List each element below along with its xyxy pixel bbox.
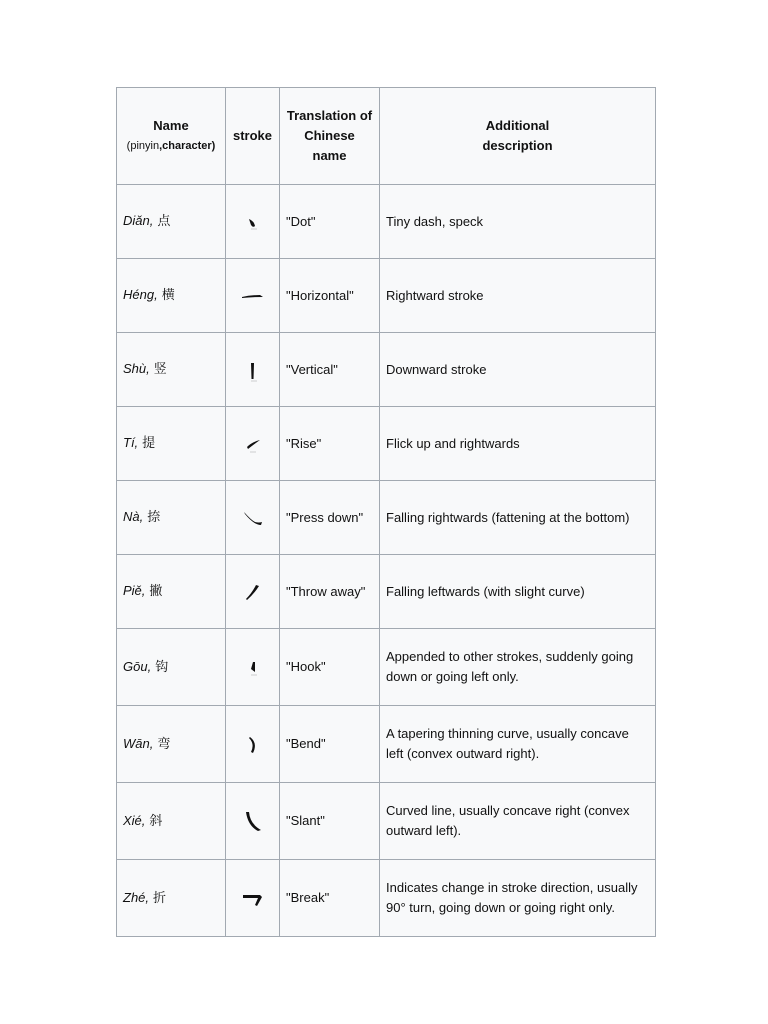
table-header-row	[117, 88, 656, 185]
description-cell: Falling rightwards (fattening at the bottom)	[380, 481, 656, 555]
stroke-image-cell	[226, 481, 280, 555]
translation-cell: "Horizontal"	[280, 259, 380, 333]
translation-cell: "Break"	[280, 860, 380, 937]
translation-cell: "Slant"	[280, 783, 380, 860]
header-name-label: Name	[153, 118, 189, 133]
description-cell: Appended to other strokes, suddenly going down or going left only.	[380, 629, 656, 706]
chinese-character: 钩	[155, 659, 169, 675]
stroke-image-cell	[226, 783, 280, 860]
table-row	[117, 706, 656, 783]
description-cell: Falling leftwards (with slight curve)	[380, 555, 656, 629]
stroke-name-cell	[117, 860, 226, 937]
vertical-stroke-icon	[238, 355, 268, 385]
stroke-image-cell	[226, 333, 280, 407]
throw-away-stroke-icon	[238, 577, 268, 607]
stroke-name-cell	[117, 259, 226, 333]
slant-stroke-icon	[238, 806, 268, 836]
chinese-character: 提	[142, 436, 156, 451]
description-cell: Rightward stroke	[380, 259, 656, 333]
dot-stroke-icon	[238, 207, 268, 237]
table-row	[117, 481, 656, 555]
translation-cell: "Bend"	[280, 706, 380, 783]
pinyin-label: Héng,	[123, 287, 158, 302]
translation-cell: "Vertical"	[280, 333, 380, 407]
stroke-name-cell	[117, 333, 226, 407]
horizontal-stroke-icon	[238, 281, 268, 311]
stroke-name-cell	[117, 185, 226, 259]
hook-stroke-icon	[238, 652, 268, 682]
stroke-name-cell	[117, 629, 226, 706]
table-row	[117, 259, 656, 333]
description-cell: Downward stroke	[380, 333, 656, 407]
pinyin-label: Tí,	[123, 435, 139, 450]
table-row	[117, 407, 656, 481]
stroke-name-cell	[117, 481, 226, 555]
pinyin-label: Wān,	[123, 735, 154, 751]
break-stroke-icon	[238, 883, 268, 913]
chinese-character: 折	[153, 890, 167, 906]
chinese-character: 横	[161, 288, 175, 303]
table-row	[117, 860, 656, 937]
header-description: Additional description	[380, 88, 656, 185]
header-stroke: stroke	[226, 88, 280, 185]
chinese-character: 捺	[147, 510, 161, 525]
pinyin-label: Gōu,	[123, 658, 152, 674]
table-row	[117, 185, 656, 259]
stroke-image-cell	[226, 555, 280, 629]
stroke-image-cell	[226, 407, 280, 481]
table-row	[117, 783, 656, 860]
stroke-table	[116, 87, 656, 937]
translation-cell: "Dot"	[280, 185, 380, 259]
description-cell: Flick up and rightwards	[380, 407, 656, 481]
pinyin-label: Piě,	[123, 583, 146, 598]
header-name-sub: (pinyin,character)	[126, 140, 216, 152]
rise-stroke-icon	[238, 429, 268, 459]
stroke-name-cell	[117, 555, 226, 629]
press-down-stroke-icon	[238, 503, 268, 533]
translation-cell: "Throw away"	[280, 555, 380, 629]
description-cell: Tiny dash, speck	[380, 185, 656, 259]
translation-cell: "Rise"	[280, 407, 380, 481]
bend-stroke-icon	[238, 729, 268, 759]
stroke-name-cell	[117, 706, 226, 783]
description-cell: Curved line, usually concave right (convex outward left).	[380, 783, 656, 860]
pinyin-label: Nà,	[123, 509, 144, 524]
table-row	[117, 629, 656, 706]
description-cell: Indicates change in stroke direction, usually 90° turn, going down or going right only.	[380, 860, 656, 937]
chinese-character: 点	[157, 214, 171, 229]
pinyin-label: Zhé,	[123, 889, 150, 905]
chinese-character: 弯	[157, 736, 171, 752]
chinese-character: 斜	[149, 813, 163, 829]
pinyin-label: Shù,	[123, 361, 150, 376]
stroke-name-cell	[117, 783, 226, 860]
chinese-character: 竖	[153, 362, 167, 377]
stroke-image-cell	[226, 706, 280, 783]
header-name	[117, 88, 226, 185]
pinyin-label: Xié,	[123, 812, 146, 828]
stroke-image-cell	[226, 629, 280, 706]
description-cell: A tapering thinning curve, usually concave left (convex outward right).	[380, 706, 656, 783]
table-row	[117, 555, 656, 629]
stroke-image-cell	[226, 185, 280, 259]
translation-cell: "Press down"	[280, 481, 380, 555]
stroke-image-cell	[226, 860, 280, 937]
table-row	[117, 333, 656, 407]
stroke-name-cell	[117, 407, 226, 481]
translation-cell: "Hook"	[280, 629, 380, 706]
chinese-character: 撇	[149, 584, 163, 599]
stroke-image-cell	[226, 259, 280, 333]
pinyin-label: Diǎn,	[123, 213, 154, 228]
header-translation: Translation of Chinese name	[280, 88, 380, 185]
